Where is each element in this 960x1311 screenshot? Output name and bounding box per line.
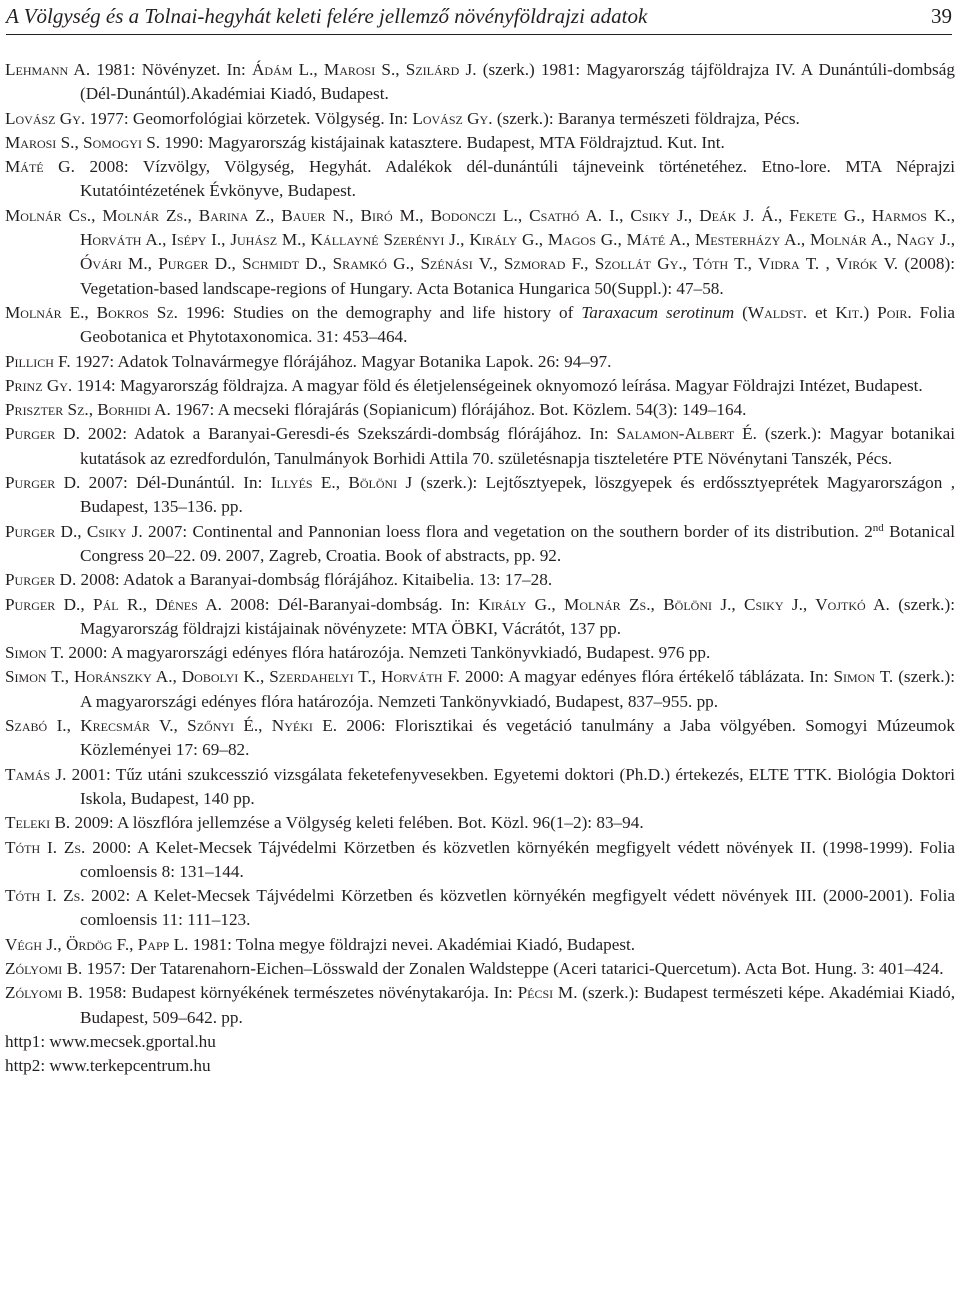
reference-author: Prinz Gy. (5, 375, 73, 395)
reference-author: Purger D. (5, 473, 81, 493)
reference-entry (5, 204, 955, 301)
reference-entry (5, 301, 955, 350)
reference-entry (5, 957, 955, 981)
reference-author: Purger D. (5, 424, 80, 444)
reference-entry (5, 593, 955, 642)
reference-entry (5, 1054, 955, 1078)
reference-taxon: Taraxacum serotinum (581, 302, 735, 322)
reference-text: 1977: Geomorfológiai körzetek. Völgység. In: (85, 108, 413, 128)
reference-author: Marosi S. (323, 60, 396, 79)
running-header (6, 3, 952, 33)
reference-text: http2: www.terkepcentrum.hu (5, 1056, 211, 1076)
reference-text: 2000: A magyarországi edényes flóra határozója. Nemzeti Tankönyvkiadó, Budapest. 976 pp. (64, 643, 711, 663)
reference-text: (szerk.): Magyarország földrajzi kistájainak növényzete: MTA ÖBKI, Vácrátót, 137 pp. (80, 594, 955, 638)
reference-author: Szabó I., Krecsmár V., Szőnyi É., Nyéki E. (5, 716, 337, 736)
reference-author: Lehmann A. (5, 60, 91, 79)
reference-author: Zólyomi B. (5, 983, 83, 1003)
page-number: 39 (931, 4, 952, 28)
reference-text: 2001: Tűz utáni szukcesszió vizsgálata feketefenyvesekben. Egyetemi doktori (Ph.D.) értekezés, ELTE TTK. Biológia Doktori Iskola, Budapest, 140 pp. (66, 764, 955, 808)
reference-text: 2007: Dél-Dunántúl. In: (80, 473, 271, 493)
reference-text: (szerk.): Baranya természeti földrajza, Pécs. (492, 108, 800, 128)
reference-text: (szerk.) 1981: Magyarország tájföldrajza IV. A Dunántúli-dombság (Dél-Dunántúl).Akadémiai Kiadó, Budapest. (80, 60, 955, 104)
reference-entry (5, 131, 955, 155)
reference-author: Zólyomi B. (5, 958, 83, 978)
reference-author: Máté G. (5, 157, 75, 177)
reference-author: Teleki B. (5, 813, 71, 833)
reference-author: Pillich F. (5, 351, 71, 371)
reference-entry (5, 981, 955, 1030)
reference-author: Purger D., Pál R., Dénes A. (5, 594, 222, 614)
reference-entry (5, 374, 955, 398)
reference-text: et (807, 302, 836, 322)
header-rule (6, 34, 952, 35)
reference-author: Tamás J. (5, 764, 67, 784)
reference-entry (5, 933, 955, 957)
reference-author: Pécsi M. (517, 983, 578, 1003)
reference-author: Végh J., Ördög F., Papp L. (5, 934, 189, 954)
reference-text: ( (734, 302, 748, 322)
reference-text: (szerk.): A magyarországi edényes flóra határozója. Nemzeti Tankönyvkiadó, Budapest, 837–955. pp. (80, 667, 955, 711)
reference-text: (szerk.): Magyar botanikai kutatások az ezredfordulón, Tanulmányok Borhidi Attila 70. születésnapja tiszteletére PTE Növénytani Tanszék, Pécs. (80, 424, 955, 468)
reference-text: 1958: Budapest környékének természetes növénytakarója. In: (82, 983, 518, 1003)
reference-text: 2002: A Kelet-Mecsek Tájvédelmi Körzetben és közvetlen környékén megfigyelt védett növények III. (2000-2001). Folia comloensis 11: 111–123. (80, 886, 955, 930)
reference-author: Lovász Gy. (412, 108, 493, 128)
reference-author: Kit. (835, 302, 864, 322)
reference-author: Lovász Gy. (5, 108, 86, 128)
reference-text: 2009: A löszflóra jellemzése a Völgység keleti felében. Bot. Közl. 96(1–2): 83–94. (70, 813, 644, 833)
reference-text: 1957: Der Tatarenahorn-Eichen–Lösswald der Zonalen Waldsteppe (Aceri tatarici-Quercetum). Acta Bot. Hung. 3: 401–424. (82, 958, 944, 978)
reference-entry (5, 836, 955, 885)
reference-text: ) (863, 302, 878, 322)
reference-entry (5, 398, 955, 422)
reference-author: Priszter Sz., Borhidi A. (5, 400, 171, 420)
reference-text: 1990: Magyarország kistájainak katasztere. Budapest, MTA Földrajztud. Kut. Int. (160, 132, 725, 152)
reference-author: Somogyi S. (83, 132, 161, 152)
reference-author: Király G., Molnár Zs., Bölöni J., Csiky J., Vojtkó A. (478, 594, 890, 614)
reference-entry (5, 471, 955, 520)
reference-author: Molnár E., Bokros Sz. (5, 302, 178, 322)
reference-entry (5, 520, 955, 569)
reference-entry (5, 665, 955, 714)
reference-text: 1914: Magyarország földrajza. A magyar föld és életjelenségeinek oknyomozó leírása. Magyar Földrajzi Intézet, Budapest. (72, 375, 923, 395)
reference-author: Tóth I. Zs. (5, 837, 86, 857)
reference-author: Poir. (877, 302, 912, 322)
reference-author: Illyés E., Bölöni J (270, 473, 413, 493)
reference-text: , (74, 132, 84, 152)
reference-text: , (395, 60, 406, 79)
reference-text: (2008): Vegetation-based landscape-regions of Hungary. Acta Botanica Hungarica 50(Suppl.): 47–58. (80, 254, 955, 298)
reference-text: nd (872, 521, 884, 534)
reference-text: 2008: Vízvölgy, Völgység, Hegyhát. Adalékok dél-dunántúli tájneveink történetéhez. Etno-lore. MTA Néprajzi Kutatóintézetének Évkönyve, Budapest. (74, 157, 956, 201)
reference-entry (5, 714, 955, 763)
reference-text: 2007: Continental and Pannonian loess flora and vegetation on the southern border of its distribution. 2 (142, 521, 873, 541)
reference-entry (5, 1030, 955, 1054)
reference-text: Folia Geobotanica et Phytotaxonomica. 31: 453–464. (80, 302, 955, 347)
reference-author: Simon T. (5, 643, 65, 663)
reference-entry (5, 422, 955, 471)
reference-entry (5, 107, 955, 131)
reference-text: 2006: Florisztikai és vegetáció tanulmány a Jaba völgyében. Somogyi Múzeumok Közleményei 17: 69–82. (80, 716, 955, 760)
reference-author: Purger D., Csiky J. (5, 521, 143, 541)
reference-text: 1996: Studies on the demography and life history of (177, 302, 582, 322)
reference-text: http1: www.mecsek.gportal.hu (5, 1031, 216, 1051)
running-title: A Völgység és a Tolnai-hegyhát keleti felére jellemző növényföldrajzi adatok (6, 4, 648, 28)
reference-text: 2000: A magyar edényes flóra értékelő táblázata. In: (459, 667, 834, 687)
reference-text: (szerk.): Lejtősztyepek, löszgyepek és erdőssztyeprétek Magyarországon , Budapest, 135–136. pp. (80, 473, 956, 517)
reference-text: 1927: Adatok Tolnavármegye flórájához. Magyar Botanika Lapok. 26: 94–97. (70, 351, 612, 371)
reference-author: Purger D. (5, 570, 77, 590)
reference-entry (5, 350, 955, 374)
reference-entry (5, 811, 955, 835)
reference-text: 2000: A Kelet-Mecsek Tájvédelmi Körzetben és közvetlen környékén megfigyelt védett növények II. (1998-1999). Folia comloensis 8: 131–144. (80, 837, 955, 881)
reference-text: 1967: A mecseki flórajárás (Sopianicum) flórájához. Bot. Közlem. 54(3): 149–164. (170, 400, 747, 420)
reference-text: 2008: Adatok a Baranyai-dombság flórájához. Kitaibelia. 13: 17–28. (76, 570, 553, 590)
reference-author: Salamon-Albert É. (616, 424, 757, 444)
reference-list (5, 58, 955, 1078)
reference-author: Simon T., Horánszky A., Dobolyi K., Szerdahelyi T., Horváth F. (5, 667, 460, 687)
reference-author: Simon T. (833, 667, 894, 687)
reference-entry (5, 58, 955, 107)
reference-author: Molnár Cs., Molnár Zs., Barina Z., Bauer N., Biró M., Bodonczi L., Csathó A. I., Csiky J., Deák J. Á., Fekete G., Harmos K., Horváth A., Isépy I., Juhász M., Kállayné Szerényi J., Király G., Magos G., Máté A., Mesterházy A., Molnár A., Nagy J., Óvári M., Purger D., Schmidt D., Sramkó G., Szénási V., Szmorad F., Szollát Gy., Tóth T., Vidra T. , Virók V. (5, 205, 955, 274)
reference-entry (5, 641, 955, 665)
reference-author: Waldst. (747, 302, 808, 322)
reference-text: 2008: Dél-Baranyai-dombság. In: (221, 594, 479, 614)
reference-author: Ádám L. (251, 60, 314, 79)
reference-author: Tóth I. Zs. (5, 886, 85, 906)
reference-entry (5, 155, 955, 204)
reference-text: 1981: Tolna megye földrajzi nevei. Akadémiai Kiadó, Budapest. (188, 934, 636, 954)
reference-text: (szerk.): Budapest természeti képe. Akadémiai Kiadó, Budapest, 509–642. pp. (80, 983, 955, 1027)
reference-author: Marosi S. (5, 132, 75, 152)
reference-entry (5, 763, 955, 812)
reference-entry (5, 568, 955, 592)
reference-text: 2002: Adatok a Baranyai-Geresdi-és Szekszárdi-dombság flórájához. In: (79, 424, 617, 444)
reference-author: Szilárd J. (405, 60, 477, 79)
reference-text: , (313, 60, 324, 79)
reference-text: Botanical Congress 20–22. 09. 2007, Zagreb, Croatia. Book of abstracts, pp. 92. (80, 521, 955, 565)
reference-entry (5, 884, 955, 933)
reference-text: 1981: Növényzet. In: (90, 60, 252, 79)
